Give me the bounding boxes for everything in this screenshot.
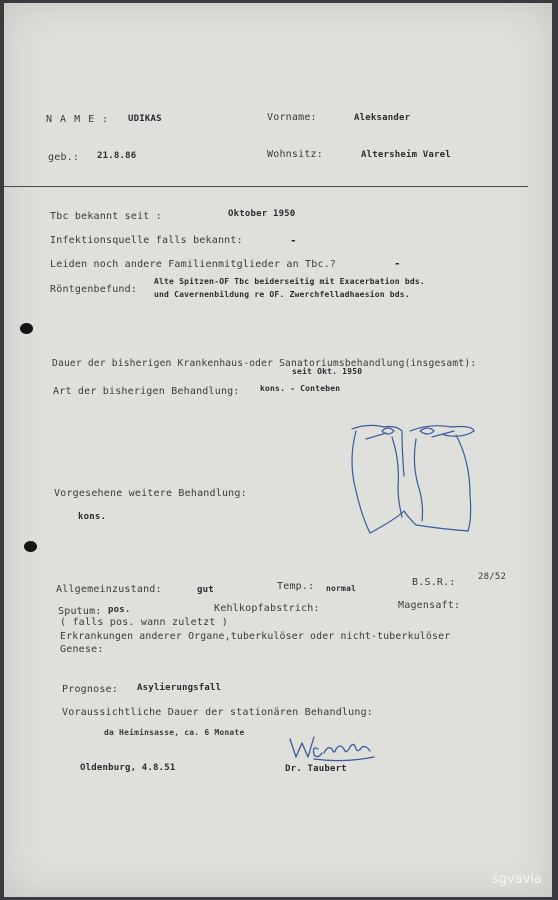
art-label: Art der bisherigen Behandlung: (53, 386, 240, 397)
roentgen-line1: Alte Spitzen-OF Tbc beiderseitig mit Exacerbation bds. (154, 277, 425, 286)
erkrankungen-line2: Genese: (60, 644, 104, 655)
name-value: UDIKAS (128, 114, 162, 124)
wohnsitz-value: Altersheim Varel (361, 150, 451, 160)
vorgesehen-value: kons. (78, 512, 107, 522)
dauer-value: seit Okt. 1950 (292, 367, 363, 376)
vorname-value: Aleksander (354, 113, 411, 123)
falls-label: ( falls pos. wann zuletzt ) (60, 617, 228, 628)
watermark: sgvavia (492, 872, 542, 887)
doctor-name: Dr. Taubert (285, 764, 347, 774)
infektion-value: - (290, 234, 297, 247)
geb-label: geb.: (48, 152, 80, 163)
kehlkopf-label: Kehlkopfabstrich: (214, 603, 320, 614)
vorname-label: Vorname: (267, 112, 317, 123)
tbc-value: Oktober 1950 (228, 209, 296, 219)
bsr-value: 28/52 (478, 572, 507, 582)
sputum-label: Sputum: (58, 606, 102, 617)
magensaft-label: Magensaft: (398, 600, 461, 611)
leiden-value: - (394, 257, 401, 270)
wohnsitz-label: Wohnsitz: (267, 149, 323, 160)
prognose-label: Prognose: (62, 684, 118, 695)
temp-label: Temp.: (277, 581, 315, 592)
allgemein-value: gut (197, 585, 214, 595)
doctor-signature (284, 735, 376, 765)
roentgen-line2: und Cavernenbildung re OF. Zwerchfelladhaesion bds. (154, 290, 410, 299)
place-date: Oldenburg, 4.8.51 (80, 763, 176, 773)
punch-hole-top (20, 323, 33, 334)
roentgen-label: Röntgenbefund: (50, 284, 138, 295)
geb-value: 21.8.86 (97, 151, 137, 161)
header-divider (4, 186, 528, 187)
voraus-label: Voraussichtliche Dauer der stationären Behandlung: (62, 707, 374, 718)
document-page (4, 3, 552, 897)
bsr-label: B.S.R.: (412, 577, 456, 588)
leiden-label: Leiden noch andere Familienmitglieder an Tbc.? (50, 259, 337, 270)
art-value: kons. - Conteben (260, 384, 341, 393)
temp-value: normal (326, 584, 357, 593)
name-label: N A M E : (46, 114, 110, 125)
sputum-value: pos. (108, 605, 131, 615)
dauer-label: Dauer der bisherigen Krankenhaus-oder Sanatoriumsbehandlung(insgesamt): (52, 358, 477, 369)
prognose-value: Asylierungsfall (137, 683, 222, 693)
lung-sketch (346, 421, 476, 541)
erkrankungen-line1: Erkrankungen anderer Organe,tuberkulöser oder nicht-tuberkulöser (60, 631, 451, 642)
tbc-label: Tbc bekannt seit : (50, 211, 162, 222)
vorgesehen-label: Vorgesehene weitere Behandlung: (54, 488, 247, 499)
allgemein-label: Allgemeinzustand: (56, 584, 162, 595)
punch-hole-bottom (24, 541, 37, 552)
voraus-value: da Heiminsasse, ca. 6 Monate (104, 728, 245, 737)
infektion-label: Infektionsquelle falls bekannt: (50, 235, 243, 246)
